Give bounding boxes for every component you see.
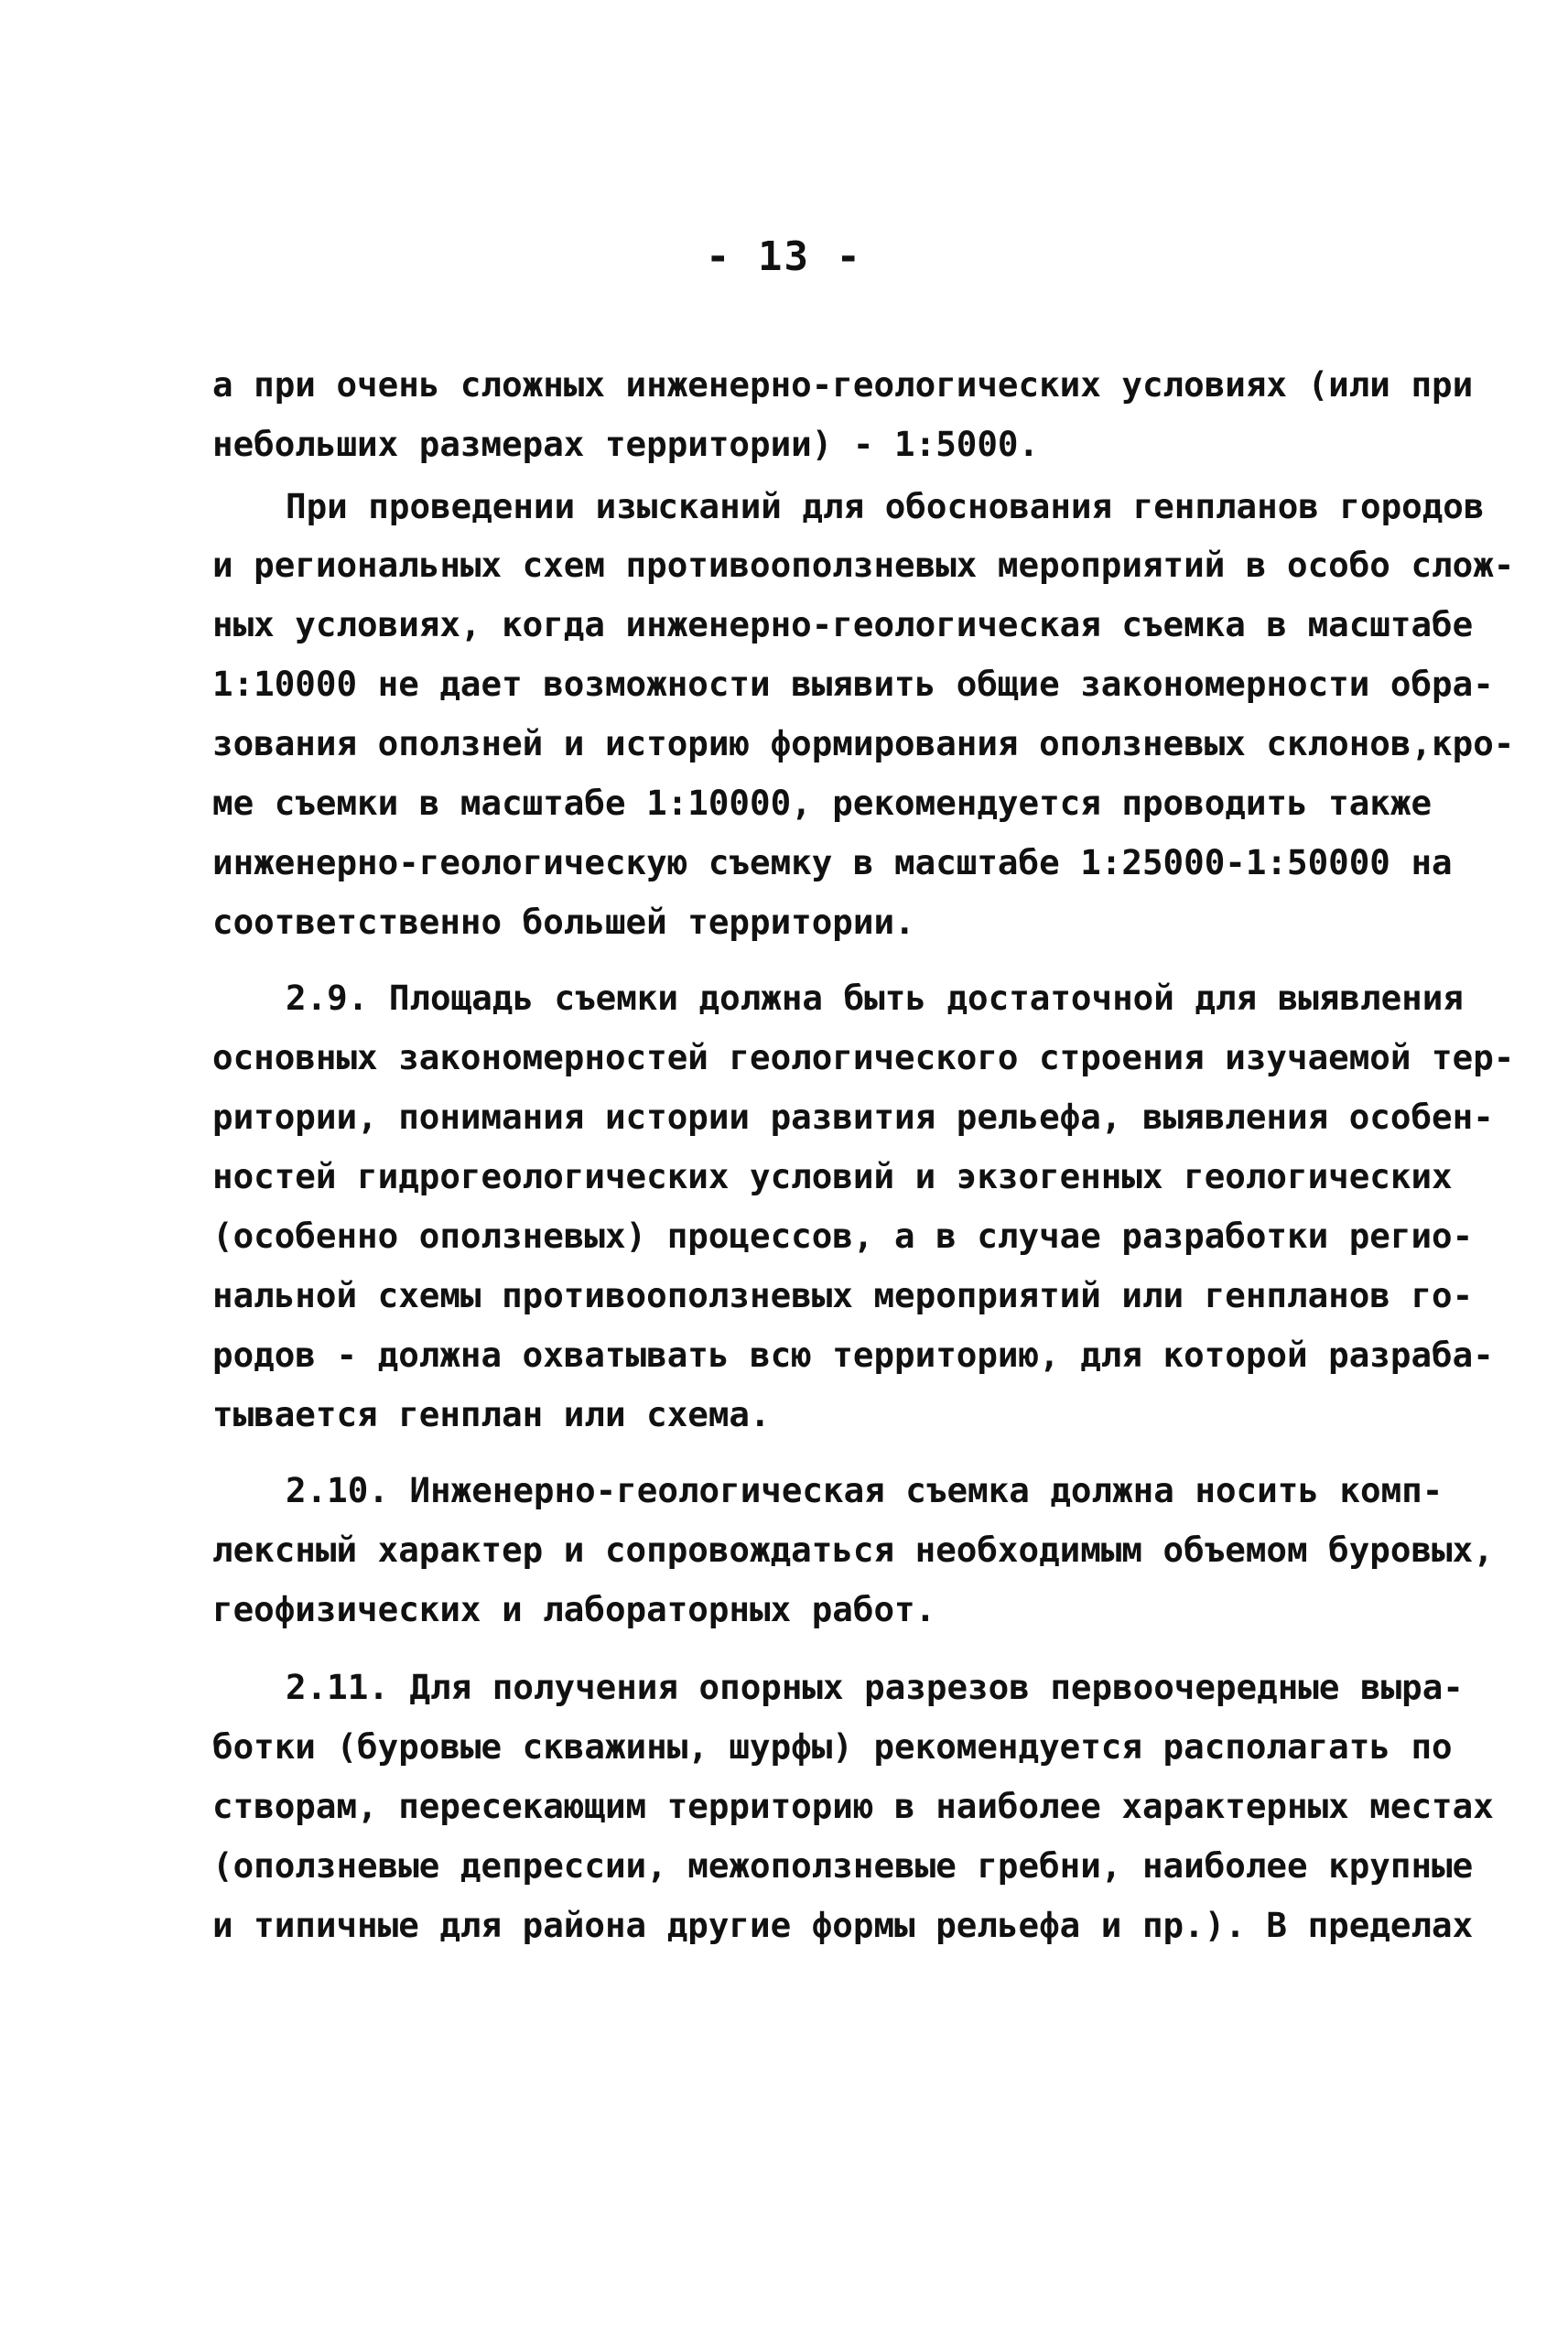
text-line: ностей гидрогеологических условий и экзогенных геологических <box>212 1156 1453 1196</box>
text-line: ритории, понимания истории развития рельефа, выявления особен- <box>212 1097 1494 1137</box>
text-line: (особенно оползневых) процессов, а в случае разработки регио- <box>212 1216 1474 1256</box>
text-line: 2.11. Для получения опорных разрезов первоочередные выра- <box>286 1667 1464 1707</box>
text-line: а при очень сложных инженерно-геологических условиях (или при <box>212 364 1474 405</box>
text-line: ных условиях, когда инженерно-геологическая съемка в масштабе <box>212 604 1474 644</box>
text-line: 2.9. Площадь съемки должна быть достаточной для выявления <box>286 978 1464 1018</box>
text-line: и региональных схем противооползневых мероприятий в особо слож- <box>212 545 1515 585</box>
text-line: небольших размерах территории) - 1:5000. <box>212 424 1040 464</box>
text-line: тывается генплан или схема. <box>212 1394 771 1434</box>
text-line: зования оползней и историю формирования оползневых склонов,кро- <box>212 723 1515 763</box>
text-line: основных закономерностей геологического строения изучаемой тер- <box>212 1037 1515 1077</box>
page-number: - 13 - <box>706 233 862 280</box>
text-line: ме съемки в масштабе 1:10000, рекомендуется проводить также <box>212 783 1433 823</box>
text-line: 2.10. Инженерно-геологическая съемка должна носить комп- <box>286 1470 1444 1510</box>
text-line: (оползневые депрессии, межоползневые гребни, наиболее крупные <box>212 1845 1474 1886</box>
text-line: геофизических и лабораторных работ. <box>212 1589 936 1629</box>
text-line: родов - должна охватывать всю территорию, для которой разраба- <box>212 1335 1494 1375</box>
text-line: лексный характер и сопровождаться необходимым объемом буровых, <box>212 1530 1494 1570</box>
text-line: соответственно большей территории. <box>212 902 915 942</box>
text-line: При проведении изысканий для обоснования генпланов городов <box>286 486 1485 526</box>
text-line: и типичные для района другие формы рельефа и пр.). В пределах <box>212 1905 1474 1945</box>
text-line: ботки (буровые скважины, шурфы) рекомендуется располагать по <box>212 1726 1453 1767</box>
text-line: 1:10000 не дает возможности выявить общие закономерности обра- <box>212 664 1494 704</box>
text-line: нальной схемы противооползневых мероприятий или генпланов го- <box>212 1275 1474 1315</box>
text-line: створам, пересекающим территорию в наиболее характерных местах <box>212 1786 1494 1826</box>
text-line: инженерно-геологическую съемку в масштабе 1:25000-1:50000 на <box>212 842 1453 882</box>
